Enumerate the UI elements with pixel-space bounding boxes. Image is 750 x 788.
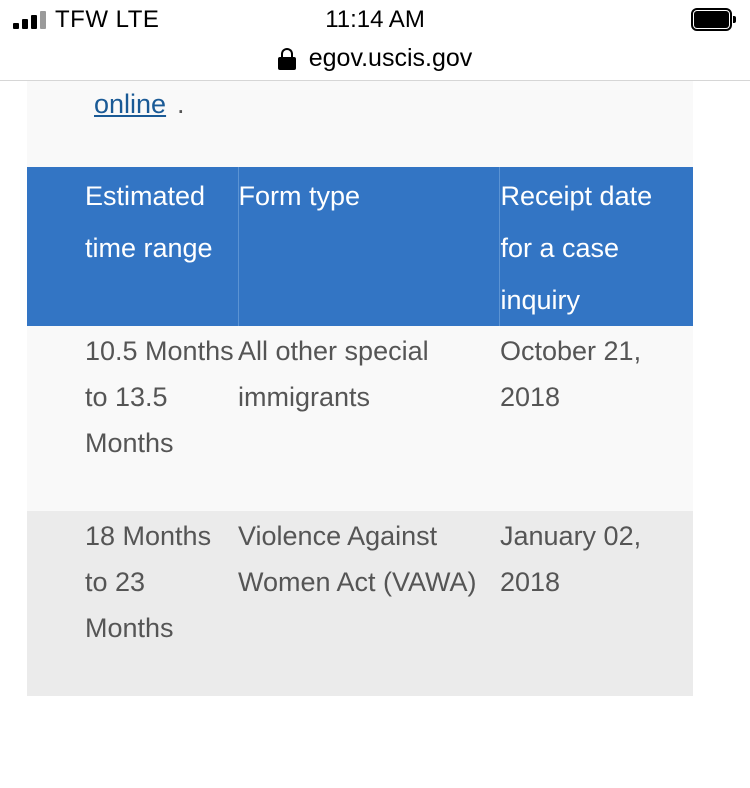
url-domain: egov.uscis.gov (308, 43, 473, 72)
header-receipt-date: Receipt date for a case inquiry (499, 167, 693, 326)
table-row (27, 326, 693, 511)
header-time-range: Estimated time range (27, 167, 238, 326)
cell-time-range: 18 Months to 23 Months (27, 511, 238, 696)
table-row (27, 511, 693, 696)
battery-icon (691, 8, 736, 31)
header-form-type: Form type (238, 167, 499, 326)
table-header-row (27, 167, 693, 326)
cell-form-type: All other special immigrants (238, 326, 499, 511)
link-suffix: . (177, 89, 185, 119)
lock-icon (278, 48, 296, 70)
cell-time-range: 10.5 Months to 13.5 Months (27, 326, 238, 511)
carrier-label: TFW LTE (55, 6, 160, 33)
status-time: 11:14 AM (325, 6, 425, 33)
online-link[interactable]: online (94, 89, 167, 119)
processing-times-table (27, 167, 693, 696)
cell-receipt-date: October 21, 2018 (499, 326, 693, 511)
status-bar (0, 0, 750, 40)
content-block (27, 81, 693, 167)
cell-form-type: Violence Against Women Act (VAWA) (238, 511, 499, 696)
cell-receipt-date: January 02, 2018 (499, 511, 693, 696)
address-bar[interactable] (0, 38, 750, 78)
